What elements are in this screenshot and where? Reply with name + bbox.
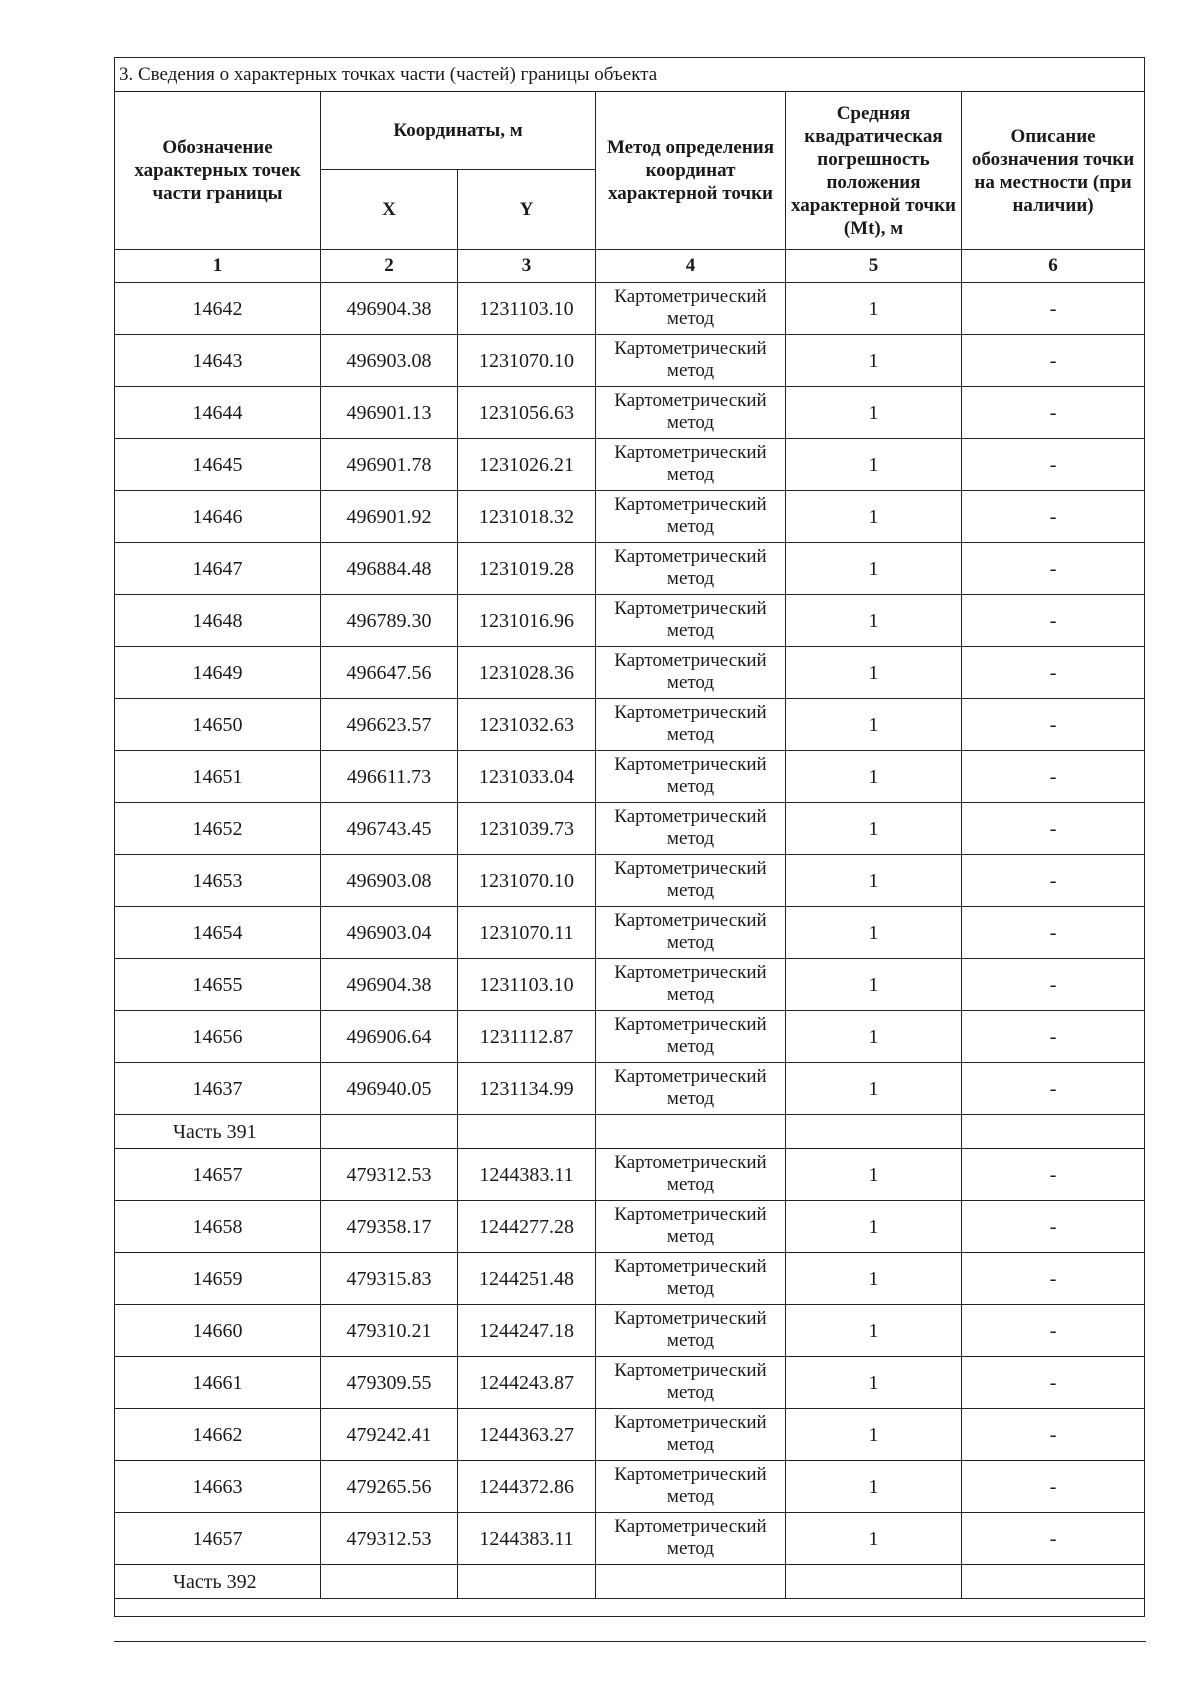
point-id-cell: 14659 — [115, 1253, 321, 1305]
method-cell: Картометрический метод — [596, 283, 786, 335]
header-point-designation: Обозначение характерных точек части границы — [115, 92, 321, 250]
table-row — [115, 751, 1145, 803]
coord-x-cell: 496611.73 — [321, 751, 458, 803]
point-id-cell: 14662 — [115, 1409, 321, 1461]
column-number: 5 — [786, 250, 962, 283]
coord-x-cell: 479312.53 — [321, 1149, 458, 1201]
point-id-cell: 14654 — [115, 907, 321, 959]
description-cell: - — [962, 1253, 1145, 1305]
description-cell: - — [962, 1201, 1145, 1253]
table-row — [115, 907, 1145, 959]
description-cell: - — [962, 1409, 1145, 1461]
point-id-cell: 14649 — [115, 647, 321, 699]
description-cell: - — [962, 907, 1145, 959]
method-cell: Картометрический метод — [596, 1201, 786, 1253]
coord-y-cell: 1231070.10 — [458, 335, 596, 387]
coord-x-cell: 496884.48 — [321, 543, 458, 595]
coord-x-cell: 496904.38 — [321, 283, 458, 335]
coord-y-cell: 1244247.18 — [458, 1305, 596, 1357]
coord-x-cell: 496904.38 — [321, 959, 458, 1011]
table-row — [115, 1409, 1145, 1461]
point-id-cell: 14661 — [115, 1357, 321, 1409]
coord-x-cell: 496903.08 — [321, 335, 458, 387]
empty-cell — [962, 1115, 1145, 1149]
description-cell: - — [962, 387, 1145, 439]
error-cell: 1 — [786, 1201, 962, 1253]
coord-x-cell: 496623.57 — [321, 699, 458, 751]
error-cell: 1 — [786, 1011, 962, 1063]
description-cell: - — [962, 491, 1145, 543]
point-id-cell: 14642 — [115, 283, 321, 335]
table-row — [115, 387, 1145, 439]
error-cell: 1 — [786, 595, 962, 647]
point-id-cell: 14657 — [115, 1149, 321, 1201]
empty-cell — [596, 1565, 786, 1599]
description-cell: - — [962, 543, 1145, 595]
part-header-row — [115, 1565, 1145, 1599]
table-row — [115, 1513, 1145, 1565]
point-id-cell: 14660 — [115, 1305, 321, 1357]
column-number: 4 — [596, 250, 786, 283]
point-id-cell: 14647 — [115, 543, 321, 595]
point-id-cell: 14657 — [115, 1513, 321, 1565]
point-id-cell: 14650 — [115, 699, 321, 751]
table-row — [115, 283, 1145, 335]
error-cell: 1 — [786, 1149, 962, 1201]
method-cell: Картометрический метод — [596, 959, 786, 1011]
coord-y-cell: 1231028.36 — [458, 647, 596, 699]
header-x: X — [321, 170, 458, 250]
description-cell: - — [962, 1357, 1145, 1409]
error-cell: 1 — [786, 1409, 962, 1461]
error-cell: 1 — [786, 959, 962, 1011]
coord-y-cell: 1244383.11 — [458, 1149, 596, 1201]
description-cell: - — [962, 699, 1145, 751]
column-number-row — [115, 250, 1145, 283]
error-cell: 1 — [786, 751, 962, 803]
description-cell: - — [962, 283, 1145, 335]
error-cell: 1 — [786, 283, 962, 335]
table-row — [115, 1253, 1145, 1305]
header-method: Метод определения координат характерной точки — [596, 92, 786, 250]
error-cell: 1 — [786, 1513, 962, 1565]
table-row — [115, 855, 1145, 907]
table-row — [115, 439, 1145, 491]
error-cell: 1 — [786, 907, 962, 959]
coord-x-cell: 496906.64 — [321, 1011, 458, 1063]
point-id-cell: 14658 — [115, 1201, 321, 1253]
description-cell: - — [962, 1063, 1145, 1115]
header-description: Описание обозначения точки на местности (при наличии) — [962, 92, 1145, 250]
table-row — [115, 595, 1145, 647]
error-cell: 1 — [786, 647, 962, 699]
header-y: Y — [458, 170, 596, 250]
coord-x-cell: 479315.83 — [321, 1253, 458, 1305]
table-row — [115, 1201, 1145, 1253]
part-header-row — [115, 1115, 1145, 1149]
error-cell: 1 — [786, 491, 962, 543]
method-cell: Картометрический метод — [596, 543, 786, 595]
point-id-cell: 14643 — [115, 335, 321, 387]
coord-y-cell: 1231026.21 — [458, 439, 596, 491]
part-label: Часть 392 — [115, 1565, 321, 1599]
method-cell: Картометрический метод — [596, 699, 786, 751]
coord-y-cell: 1231033.04 — [458, 751, 596, 803]
error-cell: 1 — [786, 439, 962, 491]
description-cell: - — [962, 1149, 1145, 1201]
table-row — [115, 1461, 1145, 1513]
coord-y-cell: 1231019.28 — [458, 543, 596, 595]
error-cell: 1 — [786, 543, 962, 595]
column-number: 2 — [321, 250, 458, 283]
coord-x-cell: 479310.21 — [321, 1305, 458, 1357]
coord-x-cell: 496901.13 — [321, 387, 458, 439]
description-cell: - — [962, 751, 1145, 803]
column-number: 3 — [458, 250, 596, 283]
error-cell: 1 — [786, 1357, 962, 1409]
coord-x-cell: 496903.04 — [321, 907, 458, 959]
coord-y-cell: 1231016.96 — [458, 595, 596, 647]
coord-y-cell: 1231070.10 — [458, 855, 596, 907]
method-cell: Картометрический метод — [596, 439, 786, 491]
coord-y-cell: 1231032.63 — [458, 699, 596, 751]
point-id-cell: 14646 — [115, 491, 321, 543]
method-cell: Картометрический метод — [596, 595, 786, 647]
table-row — [115, 803, 1145, 855]
section-title: 3. Сведения о характерных точках части (частей) границы объекта — [115, 58, 1145, 92]
coord-x-cell: 479265.56 — [321, 1461, 458, 1513]
method-cell: Картометрический метод — [596, 647, 786, 699]
table-row — [115, 335, 1145, 387]
coord-x-cell: 496743.45 — [321, 803, 458, 855]
description-cell: - — [962, 959, 1145, 1011]
coord-x-cell: 496901.78 — [321, 439, 458, 491]
point-id-cell: 14648 — [115, 595, 321, 647]
method-cell: Картометрический метод — [596, 1063, 786, 1115]
error-cell: 1 — [786, 335, 962, 387]
table-row — [115, 1305, 1145, 1357]
error-cell: 1 — [786, 387, 962, 439]
method-cell: Картометрический метод — [596, 1253, 786, 1305]
point-id-cell: 14645 — [115, 439, 321, 491]
empty-cell — [321, 1115, 458, 1149]
coord-x-cell: 496789.30 — [321, 595, 458, 647]
description-cell: - — [962, 335, 1145, 387]
table-end-row — [115, 1599, 1145, 1617]
method-cell: Картометрический метод — [596, 803, 786, 855]
error-cell: 1 — [786, 1305, 962, 1357]
coord-x-cell: 496903.08 — [321, 855, 458, 907]
method-cell: Картометрический метод — [596, 1305, 786, 1357]
description-cell: - — [962, 803, 1145, 855]
method-cell: Картометрический метод — [596, 491, 786, 543]
description-cell: - — [962, 1305, 1145, 1357]
table-row — [115, 543, 1145, 595]
part-label: Часть 391 — [115, 1115, 321, 1149]
column-number: 6 — [962, 250, 1145, 283]
method-cell: Картометрический метод — [596, 1011, 786, 1063]
description-cell: - — [962, 439, 1145, 491]
method-cell: Картометрический метод — [596, 855, 786, 907]
empty-cell — [786, 1115, 962, 1149]
table-row — [115, 1149, 1145, 1201]
coord-y-cell: 1231134.99 — [458, 1063, 596, 1115]
method-cell: Картометрический метод — [596, 1409, 786, 1461]
empty-cell — [321, 1565, 458, 1599]
header-error: Средняя квадратическая погрешность положения характерной точки (Mt), м — [786, 92, 962, 250]
method-cell: Картометрический метод — [596, 387, 786, 439]
description-cell: - — [962, 1461, 1145, 1513]
point-id-cell: 14656 — [115, 1011, 321, 1063]
empty-cell — [962, 1565, 1145, 1599]
table-row — [115, 491, 1145, 543]
point-id-cell: 14655 — [115, 959, 321, 1011]
table-end-cell — [115, 1599, 1145, 1617]
empty-cell — [786, 1565, 962, 1599]
empty-cell — [458, 1565, 596, 1599]
coord-y-cell: 1244363.27 — [458, 1409, 596, 1461]
table-row — [115, 1357, 1145, 1409]
coord-x-cell: 479358.17 — [321, 1201, 458, 1253]
method-cell: Картометрический метод — [596, 1461, 786, 1513]
point-id-cell: 14653 — [115, 855, 321, 907]
point-id-cell: 14644 — [115, 387, 321, 439]
coord-y-cell: 1231112.87 — [458, 1011, 596, 1063]
coord-y-cell: 1244277.28 — [458, 1201, 596, 1253]
footer-divider — [114, 1641, 1146, 1642]
coord-y-cell: 1231039.73 — [458, 803, 596, 855]
method-cell: Картометрический метод — [596, 335, 786, 387]
description-cell: - — [962, 647, 1145, 699]
coord-x-cell: 496940.05 — [321, 1063, 458, 1115]
error-cell: 1 — [786, 855, 962, 907]
error-cell: 1 — [786, 699, 962, 751]
coord-x-cell: 496901.92 — [321, 491, 458, 543]
error-cell: 1 — [786, 803, 962, 855]
description-cell: - — [962, 855, 1145, 907]
table-row — [115, 699, 1145, 751]
method-cell: Картометрический метод — [596, 1149, 786, 1201]
method-cell: Картометрический метод — [596, 907, 786, 959]
coord-x-cell: 479312.53 — [321, 1513, 458, 1565]
point-id-cell: 14652 — [115, 803, 321, 855]
point-id-cell: 14651 — [115, 751, 321, 803]
coord-y-cell: 1244372.86 — [458, 1461, 596, 1513]
point-id-cell: 14637 — [115, 1063, 321, 1115]
coord-y-cell: 1231018.32 — [458, 491, 596, 543]
coord-y-cell: 1231103.10 — [458, 283, 596, 335]
coord-y-cell: 1231103.10 — [458, 959, 596, 1011]
table-row — [115, 1011, 1145, 1063]
coord-y-cell: 1231070.11 — [458, 907, 596, 959]
column-number: 1 — [115, 250, 321, 283]
coord-y-cell: 1244243.87 — [458, 1357, 596, 1409]
table-row — [115, 647, 1145, 699]
method-cell: Картометрический метод — [596, 751, 786, 803]
error-cell: 1 — [786, 1063, 962, 1115]
coord-x-cell: 479242.41 — [321, 1409, 458, 1461]
coord-x-cell: 496647.56 — [321, 647, 458, 699]
coord-y-cell: 1244251.48 — [458, 1253, 596, 1305]
description-cell: - — [962, 1011, 1145, 1063]
coord-y-cell: 1244383.11 — [458, 1513, 596, 1565]
error-cell: 1 — [786, 1461, 962, 1513]
description-cell: - — [962, 1513, 1145, 1565]
method-cell: Картометрический метод — [596, 1357, 786, 1409]
error-cell: 1 — [786, 1253, 962, 1305]
point-id-cell: 14663 — [115, 1461, 321, 1513]
table-row — [115, 1063, 1145, 1115]
boundary-points-table — [114, 57, 1145, 1617]
coord-x-cell: 479309.55 — [321, 1357, 458, 1409]
empty-cell — [596, 1115, 786, 1149]
empty-cell — [458, 1115, 596, 1149]
description-cell: - — [962, 595, 1145, 647]
table-row — [115, 959, 1145, 1011]
table-body — [115, 283, 1145, 1617]
header-coordinates: Координаты, м — [321, 92, 596, 170]
coord-y-cell: 1231056.63 — [458, 387, 596, 439]
method-cell: Картометрический метод — [596, 1513, 786, 1565]
